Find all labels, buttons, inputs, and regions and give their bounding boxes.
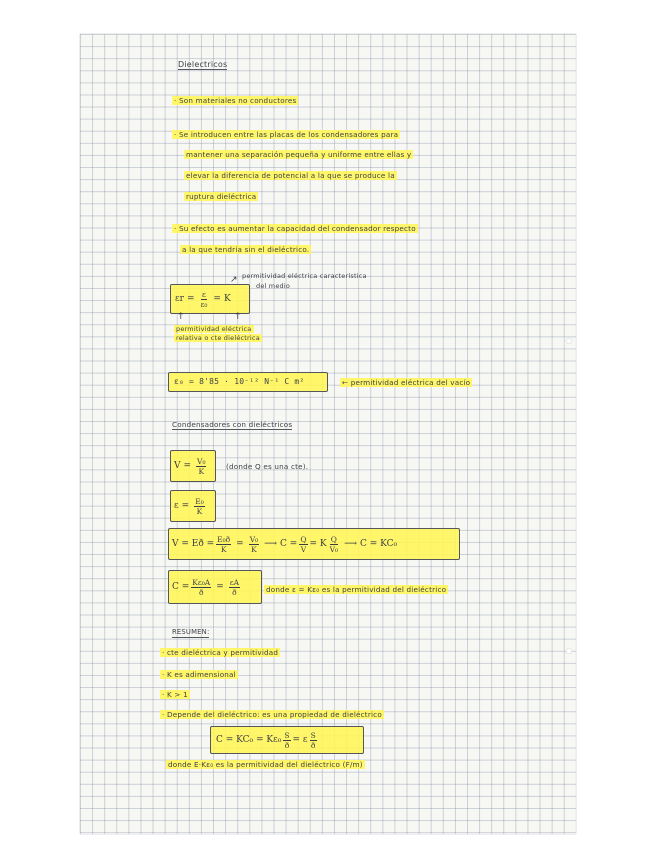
bullet-dielectric-line1: · Se introducen entre las placas de los condensadores para [174, 130, 399, 139]
voltage-note: (donde Q es una cte). [226, 462, 309, 471]
page-title: Dielectricos [178, 60, 228, 69]
bullet-dielectric-line3: elevar la diferencia de potencial a la que se produce la [186, 171, 395, 180]
capacitance-formula: C = $\frac{\text{Kε₀A}}{ð}$ = $\frac{\varepsilon A}{ð}$ [172, 577, 240, 597]
summary-item-3: · K > 1 [162, 690, 188, 699]
arrow-up-icon: ↑ [177, 312, 185, 322]
section-capacitors-title: Condensadores con dieléctricos [172, 420, 293, 429]
relative-permittivity-formula: εr = $\frac{\varepsilon}{\text{ε₀}}$ = K [175, 289, 231, 309]
epsilon-r-symbol: εr [175, 294, 184, 304]
arrow-right-icon: ⟶ [264, 539, 278, 549]
capacitance-note: donde ε = Kε₀ es la permitividad del dieléctrico [266, 585, 447, 594]
voltage-formula: V = $\frac{\text{V₀}}{K}$ [174, 456, 206, 476]
arrow-right-icon: ⟶ [344, 539, 357, 549]
punch-hole [566, 338, 572, 344]
note-medium-permittivity-l1: permitividad eléctrica característica [242, 272, 367, 280]
note-medium-permittivity-l2: del medio [256, 282, 291, 290]
arrow-up-icon: ↑ [234, 312, 242, 322]
vacuum-permittivity-value: ε₀ = 8'85 · 10⁻¹² N⁻¹ C m² [174, 377, 305, 386]
bullet-dielectric-line2: mantener una separación pequeña y uniforme entre ellas y [186, 150, 412, 159]
eps-over-eps0: $\frac{\varepsilon}{\text{ε₀}}$ [200, 289, 208, 309]
bullet-effect-line2: a la que tendría sin el dieléctrico. [182, 245, 310, 254]
note-relative-permittivity-l1: permitividad eléctrica [176, 325, 252, 333]
k-symbol: K [223, 294, 231, 304]
summary-item-1: · cte dieléctrica y permitividad [162, 648, 279, 657]
vacuum-permittivity-note: ← permitividad eléctrica del vacío [342, 378, 471, 387]
field-formula: ε = $\frac{\text{E₀}}{K}$ [174, 496, 204, 516]
summary-final-note: donde E·Kε₀ es la permitividad del dieléctrico (F/m) [168, 760, 363, 769]
summary-item-2: · K es adimensional [162, 670, 236, 679]
bullet-non-conductors: · Son materiales no conductores [174, 96, 297, 105]
summary-formula: C = KC₀ = Kε₀ $\frac{S}{ð}$ = ε $\frac{S}{ð}$ [216, 730, 316, 750]
summary-title: RESUMEN: [172, 628, 210, 636]
capacitance-chain-formula: V = Eð = $\frac{\text{E₀ð}}{K}$ = $\frac{\text{V₀}}{K}$ ⟶ C = $\frac{Q}{V}$ = K $\frac{Q}{\text{V₀}}$ ⟶ C = KC₀ [172, 534, 398, 554]
summary-item-4: · Depende del dieléctrico: es una propiedad de dieléctrico [162, 710, 382, 719]
notebook-page [80, 34, 576, 834]
bullet-dielectric-line4: ruptura dieléctrica [186, 192, 257, 201]
note-relative-permittivity-l2: relativa o cte dieléctrica [176, 334, 260, 342]
bullet-effect-line1: · Su efecto es aumentar la capacidad del condensador respecto [174, 224, 416, 233]
punch-hole [566, 648, 572, 654]
arrow-up-icon: ↗ [230, 275, 238, 285]
